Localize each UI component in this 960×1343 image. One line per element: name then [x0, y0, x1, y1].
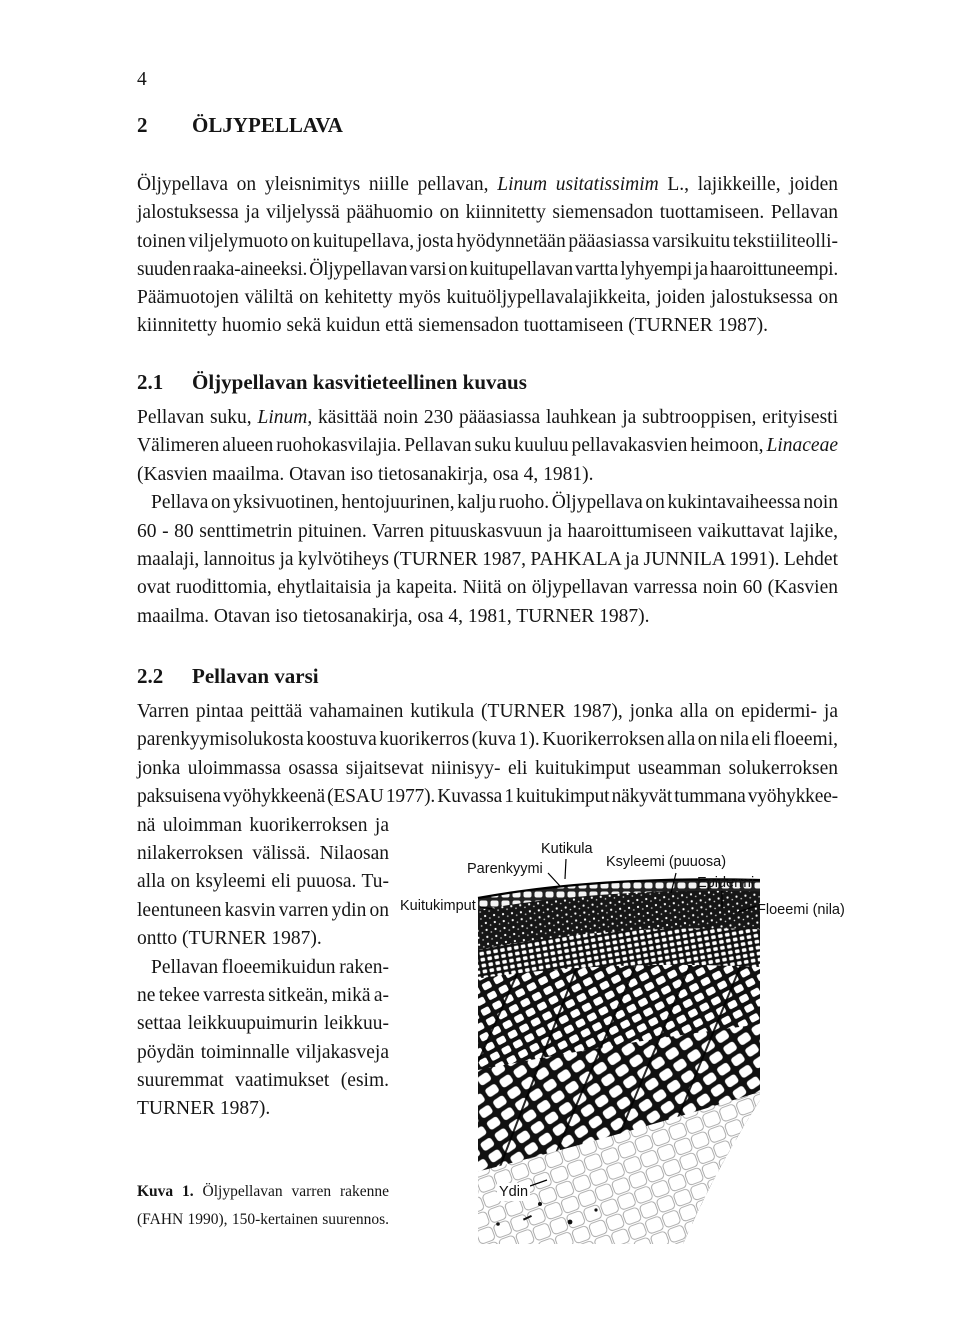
text-line: jalostuksessa ja viljelyssä päähuomio on kiinnitetty siemensadon tuottamiseen. Pellavan [137, 202, 838, 224]
caption-text: Öljypellavan varren rakenne [193, 1183, 389, 1200]
text-segment: , käsittää noin 230 pääasiassa lauhkean ja subtrooppisen, erityisesti [307, 407, 839, 428]
text-line: ovat ruodittomia, ehytlaitaisia ja kapeita. Niitä on öljypellavan varressa noin 60 (Kasvien [137, 577, 838, 599]
text-line [137, 404, 838, 432]
label-epidermi: Epidermi [697, 875, 755, 891]
label-floeemi: Floeemi (nila) [757, 902, 845, 918]
text-line: TURNER 1987). [137, 1098, 271, 1120]
text-line: paksuisena vyöhykkeenä (ESAU 1977). Kuvassa 1 kuitukimput näkyvät tummana vyöhykkee- [137, 786, 838, 808]
caption-label: Kuva 1. [137, 1183, 194, 1200]
species-name: Linum usitatissimim [497, 174, 659, 195]
text-line: maailma. Otavan iso tietosanakirja, osa 4, 1981, TURNER 1987). [137, 605, 650, 627]
text-line: leentuneen kasvin varren ydin on [137, 899, 389, 921]
text-line: nilakerroksen välissä. Nilaosan [137, 842, 389, 864]
section-heading-2-2 [137, 664, 777, 688]
section-number: 2.2 [137, 664, 164, 688]
section-title: Pellavan varsi [192, 664, 319, 688]
label-kutikula: Kutikula [541, 841, 593, 857]
page-number: 4 [137, 69, 147, 90]
text-segment: Öljypellava on yleisnimitys niille pellavan, [137, 174, 498, 195]
text-line: ne tekee varresta sitkeän, mikä a- [137, 984, 389, 1006]
section-2-1-body [137, 404, 838, 631]
text-line: Pellava on yksivuotinen, hentojuurinen, kalju ruoho. Öljypellava on kukintavaiheessa noin [151, 492, 838, 514]
text-segment: Pellavan suku, [137, 407, 258, 428]
leader-line-kutikula [565, 859, 566, 879]
text-line: parenkyymisolukosta koostuva kuorikerros (kuva 1). Kuorikerroksen alla on nila eli floeemi, [137, 729, 838, 751]
text-line: nä uloimman kuorikerroksen ja [137, 814, 389, 836]
chapter-title: ÖLJYPELLAVA [192, 113, 343, 137]
text-segment: L., lajikkeille, joiden [658, 174, 838, 195]
genus-name: Linum [257, 407, 308, 428]
text-line: jonka uloimmassa osassa sijaitsevat niinisyy- eli kuitukimput useamman solukerroksen [137, 757, 838, 779]
text-line: toinen viljelymuoto on kuitupellava, josta hyödynnetään pääasiassa varsikuitu tekstiiliteolli- [137, 230, 838, 252]
figure-caption [137, 1178, 389, 1234]
text-line: pöydän toiminnalle viljakasveja [137, 1041, 389, 1063]
label-kuitukimput: Kuitukimput [400, 898, 476, 914]
text-segment: Välimeren alueen ruohokasvilajia. Pellavan suku kuuluu pellavakasvien heimoon, [137, 435, 767, 457]
label-ydin: Ydin [499, 1184, 529, 1200]
text-line: alla on ksyleemi eli puuosa. Tu- [137, 871, 389, 893]
text-line: Pellavan floeemikuidun raken- [151, 956, 389, 978]
label-ksyleemi: Ksyleemi (puuosa) [606, 854, 727, 870]
text-line: ontto (TURNER 1987). [137, 928, 322, 950]
text-line: 60 - 80 senttimetrin pituinen. Varren pituuskasvuun ja haaroittumiseen vaikuttavat lajike, [137, 520, 838, 542]
section-title: Öljypellavan kasvitieteellinen kuvaus [192, 370, 527, 394]
text-line: settaa leikkuupuimurin leikkuu- [137, 1013, 389, 1035]
text-line: suuremmat vaatimukset (esim. [137, 1070, 389, 1092]
text-line: maalaji, lannoitus ja kylvötiheys (TURNER 1987, PAHKALA ja JUNNILA 1991). Lehdet [137, 548, 838, 570]
caption-line: (FAHN 1990), 150-kertainen suurennos. [137, 1211, 389, 1228]
leader-line-parenkyymi [548, 873, 560, 886]
text-line: suuden raaka-aineeksi. Öljypellavan varsi on kuitupellavan vartta lyhyempi ja haaroittuneempi. [137, 258, 838, 280]
section-heading-2-1 [137, 370, 777, 394]
text-line [137, 171, 838, 199]
chapter-heading [137, 113, 777, 137]
text-line [137, 432, 838, 460]
text-line: Päämuotojen väliltä on kehitetty myös kuituöljypellavalajikkeita, joiden jalostuksessa on [137, 287, 838, 309]
label-parenkyymi: Parenkyymi [467, 861, 543, 877]
chapter-number: 2 [137, 113, 148, 137]
text-line: kiinnitetty huomio sekä kuidun että siemensadon tuottamiseen (TURNER 1987). [137, 315, 768, 337]
family-name: Linaceae [766, 435, 838, 457]
section-number: 2.1 [137, 370, 164, 394]
caption-line [137, 1178, 389, 1206]
text-line: Varren pintaa peittää vahamainen kutikula (TURNER 1987), jonka alla on epidermi- ja [137, 701, 838, 722]
text-line: (Kasvien maailma. Otavan iso tietosanakirja, osa 4, 1981). [137, 463, 594, 485]
chapter-body [137, 171, 838, 341]
